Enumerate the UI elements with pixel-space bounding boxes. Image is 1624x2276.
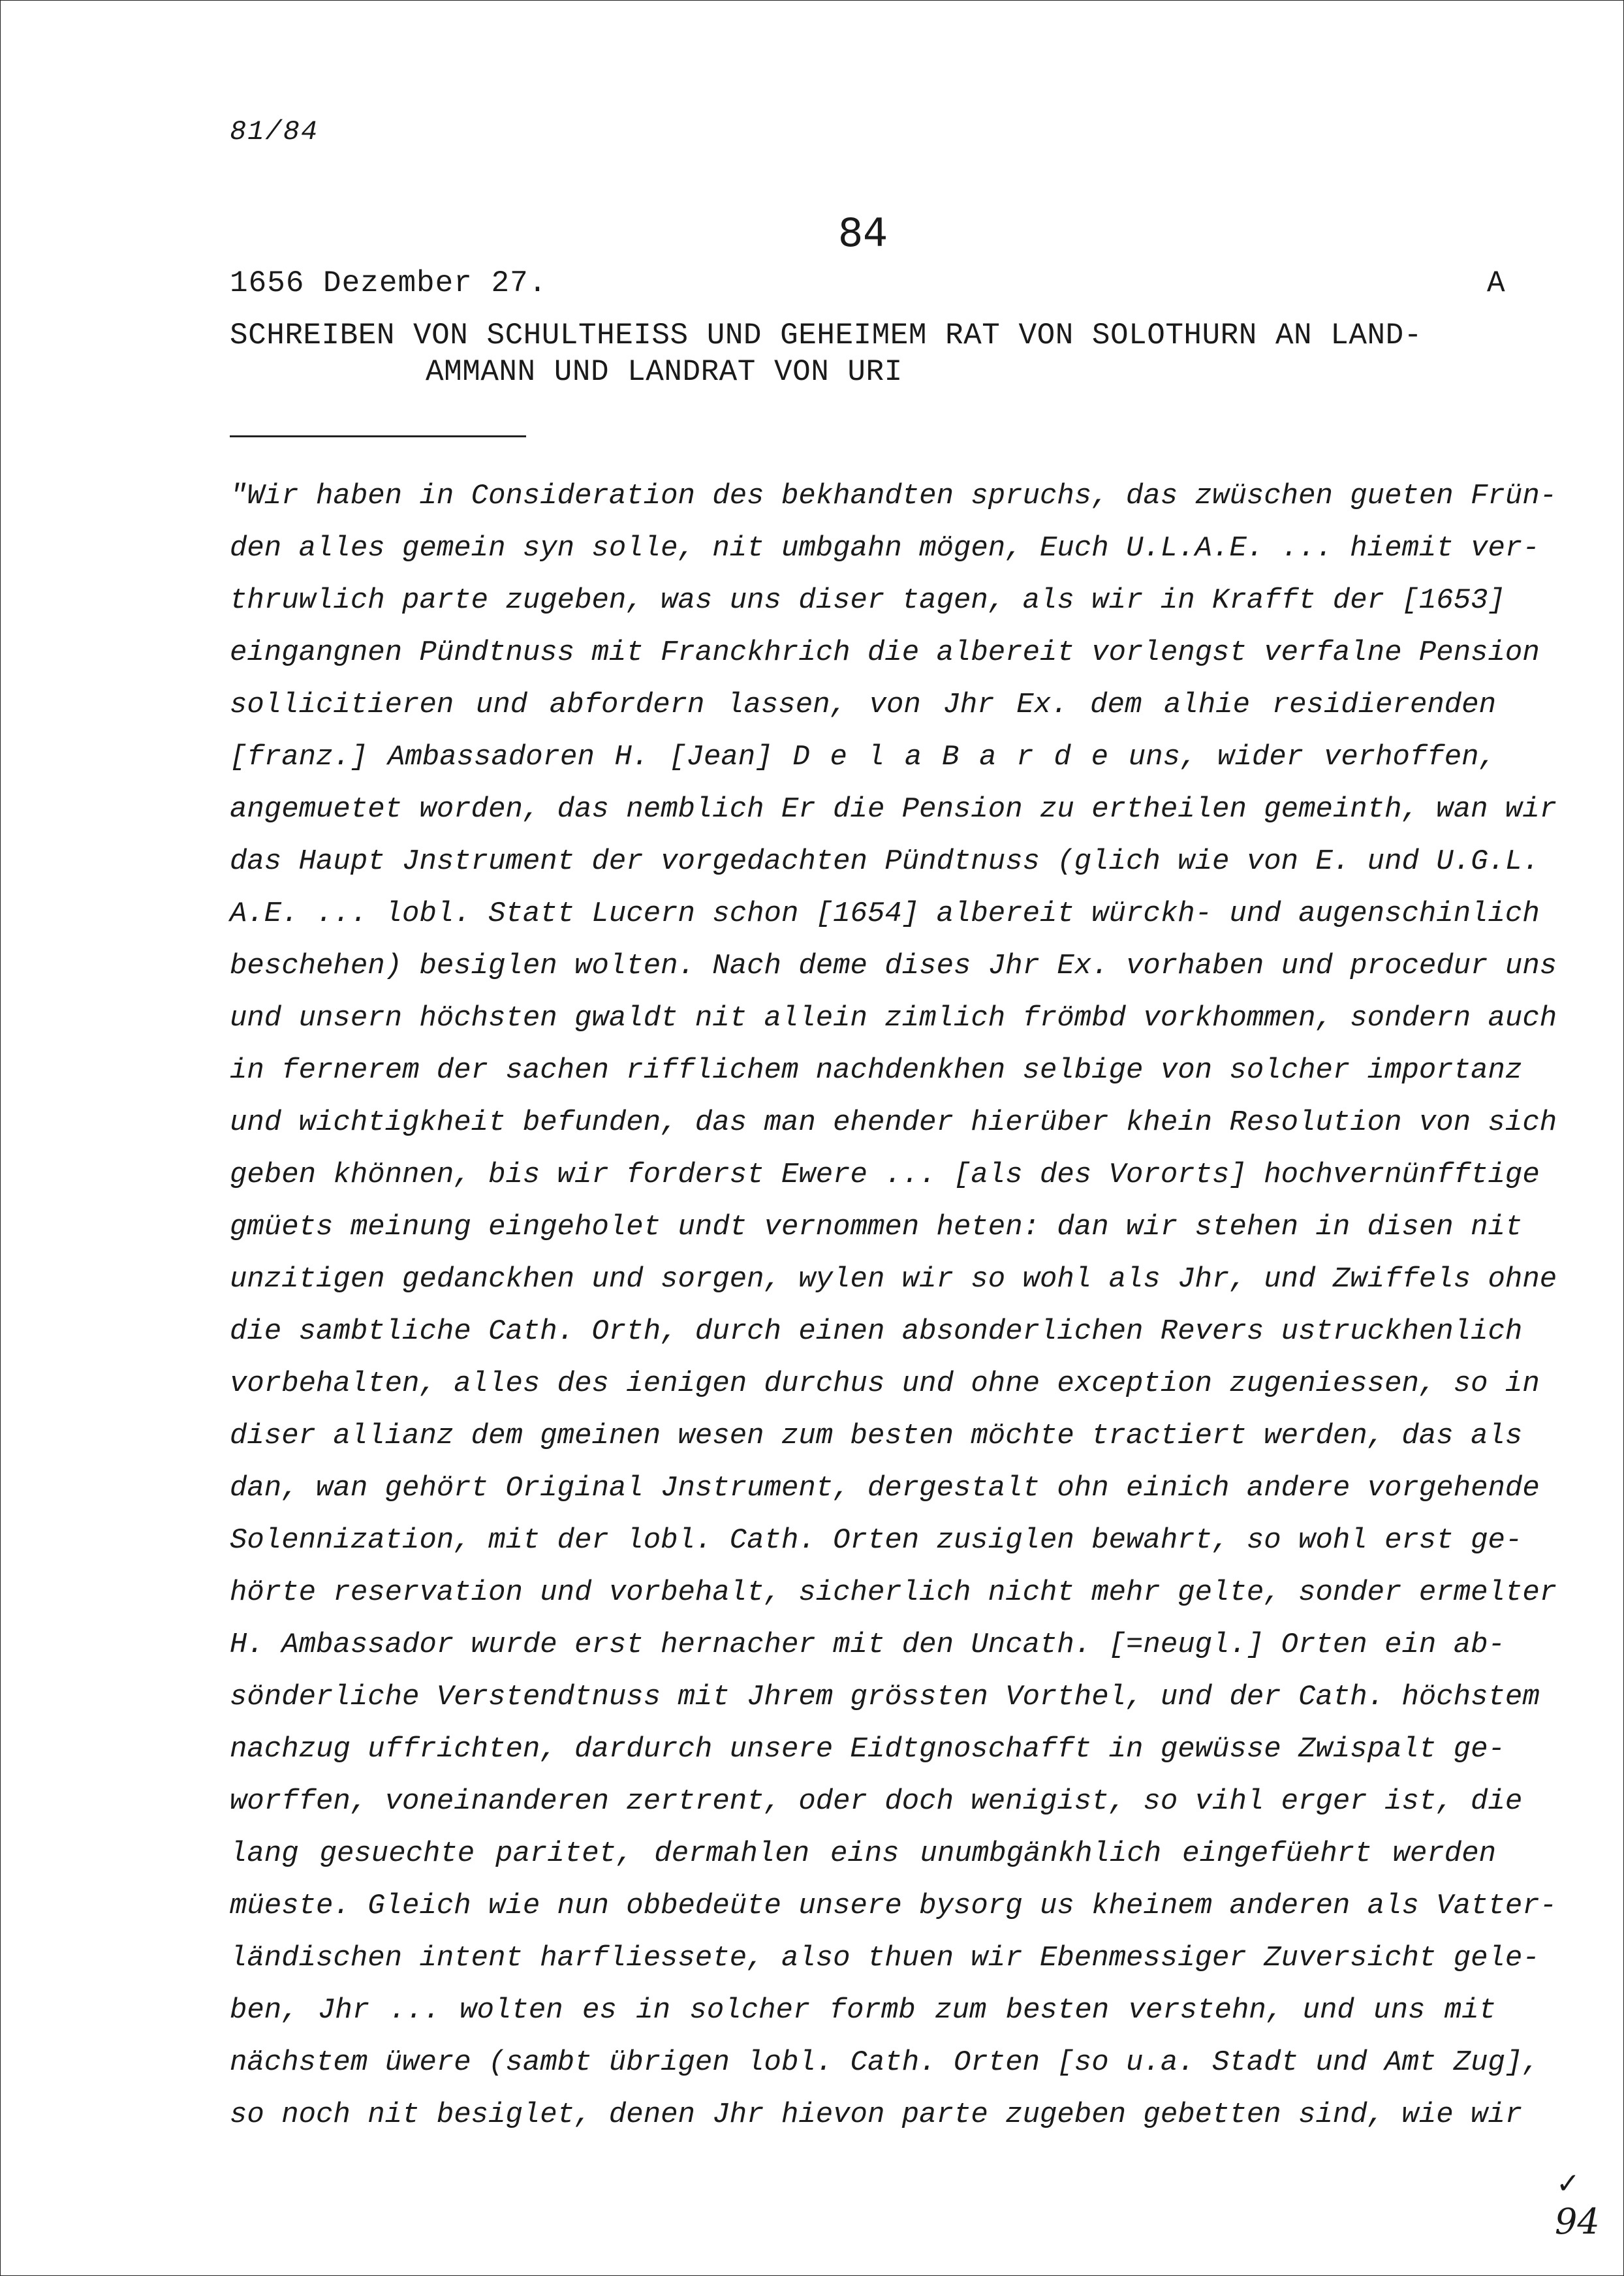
body-line: das Haupt Jnstrument der vorgedachten Pündtnuss (glich wie von E. und U.G.L.	[230, 845, 1540, 878]
body-line: beschehen) besiglen wolten. Nach deme dises Jhr Ex. vorhaben und procedur uns	[230, 950, 1557, 982]
title-separator-rule	[230, 435, 526, 437]
body-line: H. Ambassador wurde erst hernacher mit den Uncath. [=neugl.] Orten ein ab-	[230, 1629, 1505, 1661]
body-line: Solennization, mit der lobl. Cath. Orten zusiglen bewahrt, so wohl erst ge-	[230, 1524, 1523, 1557]
document-title	[230, 317, 1509, 390]
body-line: vorbehalten, alles des ienigen durchus und ohne exception zugeniessen, so in	[230, 1367, 1540, 1400]
body-line: A.E. ... lobl. Statt Lucern schon [1654] albereit würckh- und augenschinlich	[230, 897, 1540, 930]
body-line: worffen, voneinanderen zertrent, oder doch wenigist, so vihl erger ist, die	[230, 1785, 1523, 1818]
body-line: nachzug uffrichten, dardurch unsere Eidtgnoschafft in gewüsse Zwispalt ge-	[230, 1733, 1505, 1766]
body-line: müeste. Gleich wie nun obbedeüte unsere bysorg us kheinem anderen als Vatter-	[230, 1890, 1557, 1922]
body-line: geben khönnen, bis wir forderst Ewere ... [als des Vororts] hochvernünfftige	[230, 1159, 1540, 1191]
body-line: ländischen intent harfliessete, also thuen wir Ebenmessiger Zuversicht gele-	[230, 1942, 1540, 1974]
body-line: hörte reservation und vorbehalt, sicherlich nicht mehr gelte, sonder ermelter	[230, 1576, 1557, 1609]
body-line: so noch nit besiglet, denen Jhr hievon parte zugeben gebetten sind, wie wir	[230, 2098, 1523, 2131]
body-line: unzitigen gedanckhen und sorgen, wylen wir so wohl als Jhr, und Zwiffels ohne	[230, 1263, 1557, 1296]
letter-body	[230, 470, 1557, 2141]
body-line: nächstem üwere (sambt übrigen lobl. Cath. Orten [so u.a. Stadt und Amt Zug],	[230, 2046, 1540, 2079]
title-line-1: SCHREIBEN VON SCHULTHEISS UND GEHEIMEM RAT VON SOLOTHURN AN LAND-	[230, 319, 1422, 352]
body-line: sönderliche Verstendtnuss mit Jhrem grössten Vorthel, und der Cath. höchstem	[230, 1681, 1540, 1713]
body-line: die sambtliche Cath. Orth, durch einen absonderlichen Revers ustruckhenlich	[230, 1315, 1523, 1348]
body-line: sollicitieren und abfordern lassen, von Jhr Ex. dem alhie residierenden	[230, 689, 1496, 721]
reference-number: 81/84	[230, 116, 319, 148]
check-mark-icon: ✓	[1556, 2167, 1580, 2200]
document-date: 1656 Dezember 27.	[230, 266, 548, 300]
body-line: und wichtigkheit befunden, das man ehender hierüber khein Resolution von sich	[230, 1106, 1557, 1139]
handwritten-page-number: 94	[1555, 2201, 1600, 2242]
body-line: und unsern höchsten gwaldt nit allein zimlich frömbd vorkhommen, sondern auch	[230, 1002, 1557, 1035]
body-line: gmüets meinung eingeholet undt vernommen heten: dan wir stehen in disen nit	[230, 1211, 1523, 1243]
body-line: "Wir haben in Consideration des bekhandten spruchs, das zwüschen gueten Frün-	[230, 480, 1557, 512]
body-line: ben, Jhr ... wolten es in solcher formb zum besten verstehn, und uns mit	[230, 1994, 1496, 2027]
document-number: 84	[838, 210, 888, 256]
body-line: den alles gemein syn solle, nit umbgahn mögen, Euch U.L.A.E. ... hiemit ver-	[230, 532, 1540, 565]
document-letter: A	[1487, 266, 1505, 300]
body-line: thruwlich parte zugeben, was uns diser tagen, als wir in Krafft der [1653]	[230, 584, 1505, 617]
body-line: eingangnen Pündtnuss mit Franckhrich die albereit vorlengst verfalne Pension	[230, 636, 1540, 669]
body-line: in fernerem der sachen rifflichem nachdenkhen selbige von solcher importanz	[230, 1054, 1523, 1087]
body-line: angemuetet worden, das nemblich Er die Pension zu ertheilen gemeinth, wan wir	[230, 793, 1557, 826]
body-line: lang gesuechte paritet, dermahlen eins unumbgänkhlich eingefüehrt werden	[230, 1837, 1496, 1870]
body-line: diser allianz dem gmeinen wesen zum besten möchte tractiert werden, das als	[230, 1420, 1523, 1452]
title-line-2: AMMANN UND LANDRAT VON URI	[426, 355, 903, 389]
body-line: dan, wan gehört Original Jnstrument, dergestalt ohn einich andere vorgehende	[230, 1472, 1540, 1504]
body-line: [franz.] Ambassadoren H. [Jean] D e l a B a r d e uns, wider verhoffen,	[230, 741, 1496, 773]
